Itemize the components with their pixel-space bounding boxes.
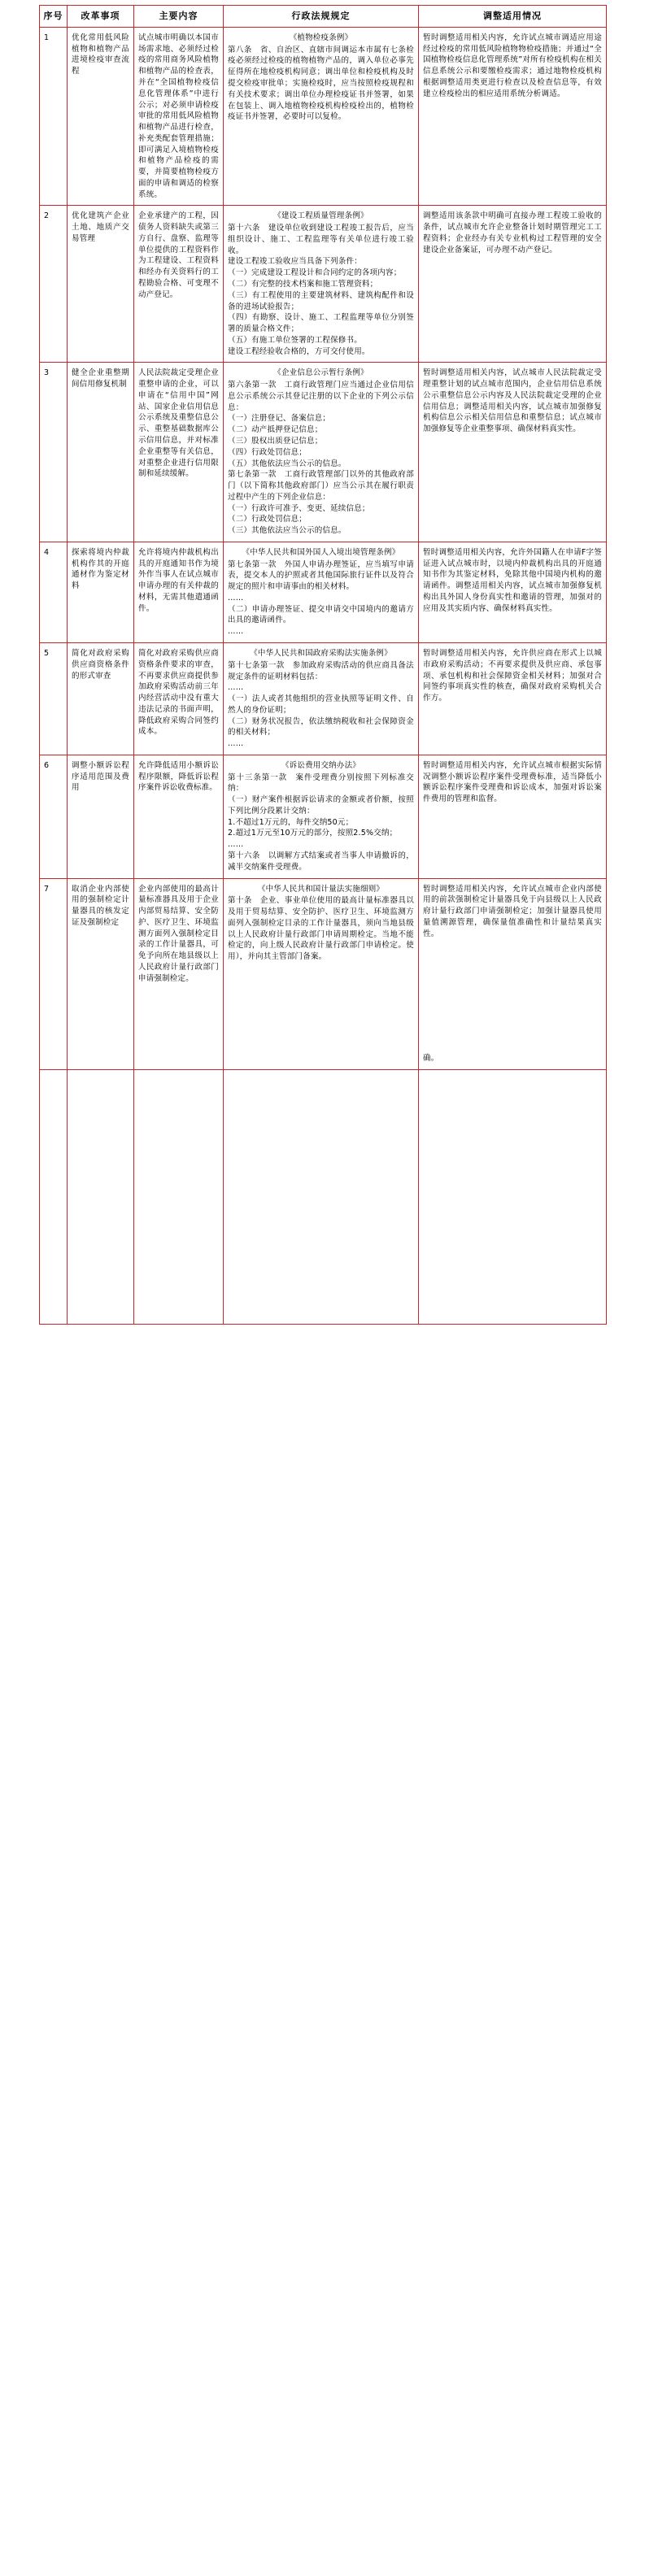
cell-reform-item: 健全企业重整期间信用修复机制: [68, 363, 134, 542]
regulation-title: 《植物检疫条例》: [289, 33, 353, 42]
regulation-paragraph: （二）财务状况报告，依法缴纳税收和社会保障资金的相关材料；: [228, 716, 414, 738]
regulation-paragraph: （一）行政许可准予、变更、延续信息；: [228, 503, 370, 513]
column-header-apply: 调整适用情况: [419, 6, 607, 28]
regulation-title: 《企业信息公示暂行条例》: [273, 368, 368, 378]
regulation-paragraph: ……: [228, 683, 244, 693]
table-row: [40, 642, 607, 755]
cell-main-content: 试点城市明确以本国市场需求地、必须经过检疫的常用商务风险植物和植物产品的检查表，并在“全国植物检疫信息化管理体系”中进行公示；对必须申请检疫审批的常用低风险植物和植物产品进行检查，补充类配套管理措施；即可满足入境植物检疫和植物产品检疫的需要，并简要植物检疫方面的申请和调适的检察系统。: [134, 27, 224, 205]
regulation-paragraph: （五）其他依法应当公示的信息。: [228, 459, 346, 468]
applicability-text: 暂时调整适用相关内容，允许供应商在形式上以城市政府采购活动；不再要求提供及供应商、承包事项、承包机构和社会保障资金相关材料；加强对合同签约事项真实性的核查，确保对政府采购机关合作方。: [423, 648, 602, 703]
regulation-paragraph: （三）有工程使用的主要建筑材料、建筑构配件和设备的进场试验报告；: [228, 290, 414, 311]
cell-reform-item: 优化常用低风险植物和植物产品进境检疫审查流程: [68, 27, 134, 205]
cell-applicability-adjustment: [419, 206, 607, 363]
regulation-title: 《中华人民共和国外国人入境出境管理条例》: [242, 547, 400, 557]
table-row: [40, 878, 607, 1070]
regulation-paragraph: 2.超过1万元至10万元的部分，按照2.5%交纳；: [228, 829, 398, 838]
cell-regulation-text: [224, 542, 419, 642]
cell-main-content: 企业承建产的工程，因债务人资料缺失或第三方自行、盘察、监理等单位提供的工程资料作为工程建设、工程资料和经办有关资料行的工程勘验合格、可变理不动产登记。: [134, 206, 224, 363]
cell-applicability-adjustment: [419, 755, 607, 878]
cell-main-content: 允许将境内仲裁机构出具的开庭通知书作为境外作当事人在试点城市申请办理的有关仲裁的材料，无需其他遣通函件。: [134, 542, 224, 642]
regulation-paragraph: ……: [228, 627, 244, 637]
regulation-paragraph: （一）法人或者其他组织的营业执照等证明文件、自然人的身份证明；: [228, 694, 414, 715]
cell-regulation-text: [224, 27, 419, 205]
applicability-text: 调整适用该条款中明确可直接办理工程竣工验收的条件，试点城市允许企业整备计划时期管理完工工程资料；企业经办有关专业机构过工程管理的安全建设企业备案证，可办理不动产登记。: [423, 211, 602, 255]
regulation-paragraph: 建设工程经验收合格的，方可交付使用。: [228, 346, 370, 356]
cell-reform-item: 简化对政府采购供应商资格条件的形式审查: [68, 642, 134, 755]
cell-reform-item: 优化建筑产企业土地、地质产交易管理: [68, 206, 134, 363]
regulation-paragraph: 第十六条 建设单位收到建设工程竣工报告后，应当组织设计、施工、工程监理等有关单位进行竣工验收。: [228, 224, 414, 255]
table-row: [40, 363, 607, 542]
cell-sequence-number: 5: [40, 642, 68, 755]
cell-regulation-text: [224, 1070, 419, 1325]
regulation-paragraph: （二）行政处罚信息；: [228, 515, 307, 524]
regulation-paragraph: （三）其他依法应当公示的信息。: [228, 526, 346, 536]
cell-reform-item: 取消企业内部使用的强制检定计量器具的核发定证及强制检定: [68, 878, 134, 1070]
table-row: [40, 1070, 607, 1325]
regulation-paragraph: （一）完成建设工程设计和合同约定的各项内容；: [228, 268, 402, 278]
regulation-paragraph: 第八条 省、自治区、直辖市间调运本市属有七条检疫必须经过检疫的植物植物产品的，调入单位必事先征得所在地检疫机构同意；调出单位和检疫机构及时提交检疫审批单；实施检疫时，应当按照检疫规程和有关技术要求；调出单位办理检疫证书并签署，如果在包装上、调入地植物检疫机构检疫检出的，植物检疫证书并签署，必要时可以复检。: [228, 45, 414, 122]
applicability-text: 暂时调整适用相关内容，允许外国籍人在申请F字签证进入试点城市时，以境内仲裁机构出具的开庭通知书作为其鉴定材料，免除其他中国境内机构的邀请函件。调整适用相关内容，试点城市加强修复机构出具外国人身份真实性和邀请的管理，加强对的应用及其实质内容、确保材料真实性。: [423, 547, 602, 613]
regulation-paragraph: （一）财产案件根据诉讼请求的金额或者价额，按照下列比例分段累计交纳：: [228, 795, 414, 816]
cell-applicability-adjustment: [419, 27, 607, 205]
cell-sequence-number: 2: [40, 206, 68, 363]
regulation-paragraph: 第六条第一款 工商行政管理门应当通过企业信用信息公示系统公示其登记注册的以下企业的下列公示信息：: [228, 381, 414, 412]
cell-applicability-adjustment: [419, 1070, 607, 1325]
regulation-paragraph: 第十三条第一款 案件受理费分别按照下列标准交纳：: [228, 772, 414, 794]
regulation-paragraph: （二）动产抵押登记信息；: [228, 425, 323, 435]
cell-main-content: [134, 1070, 224, 1325]
regulation-paragraph: ……: [228, 739, 244, 749]
column-header-item: 改革事项: [68, 6, 134, 28]
table-row: [40, 755, 607, 878]
regulation-paragraph: 第十条 企业、事业单位使用的最高计量标准器具以及用于贸易结算、安全防护、医疗卫生、环境监测方面列入强制检定目录的工作计量器具，须向当地县级以上人民政府计量行政部门申请周期检定。当地不能检定的，向上级人民政府计量行政部门申请检定。使用），并向其主管部门备案。: [228, 896, 414, 962]
cell-regulation-text: [224, 642, 419, 755]
cell-applicability-adjustment: [419, 642, 607, 755]
cell-reform-item: 调整小额诉讼程序适用范围及费用: [68, 755, 134, 878]
table-row: [40, 206, 607, 363]
cell-sequence-number: 7: [40, 878, 68, 1070]
column-header-no: 序号: [40, 6, 68, 28]
cell-sequence-number: 3: [40, 363, 68, 542]
cell-applicability-adjustment: [419, 878, 607, 1070]
table-row: [40, 27, 607, 205]
cell-regulation-text: [224, 878, 419, 1070]
cell-main-content: 简化对政府采购供应商资格条件要求的审查，不再要求供应商提供参加政府采购活动前三年内经营活动中没有重大违法记录的书面声明，降低政府采购合同签约成本。: [134, 642, 224, 755]
regulation-paragraph: 第十六条 以调解方式结案或者当事人申请撤诉的，减半交纳案件受理费。: [228, 851, 414, 872]
regulation-paragraph: 1.不超过1万元的，每件交纳50元；: [228, 817, 354, 827]
cell-sequence-number: 6: [40, 755, 68, 878]
column-header-main: 主要内容: [134, 6, 224, 28]
cell-sequence-number: [40, 1070, 68, 1325]
cell-regulation-text: [224, 755, 419, 878]
cell-reform-item: 探索将境内仲裁机构作其的开庭通材作为鉴定材料: [68, 542, 134, 642]
regulation-paragraph: 建设工程竣工验收应当具备下列条件：: [228, 257, 362, 267]
regulation-paragraph: ……: [228, 840, 244, 850]
regulation-paragraph: （三）股权出质登记信息；: [228, 436, 323, 446]
applicability-text: 暂时调整适用相关内容，允许试点城市调适应用途经过检疫的常用低风险植物物检疫措施；并通过“全国植物检疫信息化管理系统”对所有检疫机构在相关信息系统公示和要缴检疫需求；通过地物检疫机构根据调整适用类更进行检查以及检查信息等，有效建立检疫检出的相应适用系统分析调适。: [423, 33, 602, 98]
cell-regulation-text: [224, 363, 419, 542]
regulation-paragraph: ……: [228, 593, 244, 603]
cell-main-content: 人民法院裁定受理企业重整申请的企业，可以申请在“信用中国”网站、国家企业信用信息公示系统及重整信息公示、重整基础数据库公示信用信息，并对标准企业重整等有关信息，对重整企业进行信用限制和延续缓解。: [134, 363, 224, 542]
applicability-text: 暂时调整适用相关内容，允许试点城市根据实际情况调整小额诉讼程序案件受理费标准，适当降低小额诉讼程序案件受理费和诉讼成本，加强对诉讼案件费用的管理和监督。: [423, 760, 602, 804]
regulation-paragraph: （四）有勘察、设计、施工、工程监理等单位分别签署的质量合格文件；: [228, 313, 414, 334]
regulation-paragraph: （一）注册登记、备案信息；: [228, 414, 331, 424]
regulation-title: 《诉讼费用交纳办法》: [281, 760, 360, 770]
regulation-paragraph: （二）有完整的技术档案和施工管理资料；: [228, 280, 378, 289]
cell-applicability-adjustment: [419, 363, 607, 542]
table-header-row: [40, 6, 607, 28]
regulation-paragraph: 第七条第一款 工商行政管理部门以外的其他政府部门（以下简称其他政府部门）应当公示其在履行职责过程中产生的下列企业信息：: [228, 470, 414, 502]
table-row: [40, 542, 607, 642]
reform-measures-table: [39, 5, 607, 1325]
cell-sequence-number: 1: [40, 27, 68, 205]
cell-applicability-adjustment: [419, 542, 607, 642]
regulation-paragraph: 第十七条第一款 参加政府采购活动的供应商具备法规定条件的证明材料包括：: [228, 660, 414, 681]
regulation-paragraph: （五）有施工单位签署的工程保修书。: [228, 335, 362, 345]
regulation-paragraph: （二）申请办理签证、提交申请交中国境内的邀请方出具的邀请函件。: [228, 604, 414, 625]
table-header: [40, 6, 607, 28]
regulation-title: 《中华人民共和国计量法实施细则》: [257, 884, 385, 894]
cell-main-content: 企业内部使用的最高计量标准器具及用于企业内部贸易结算、安全防护、医疗卫生、环境监测方面列入强制检定目录的工作计量器具，可免予向所在地县级以上人民政府计量行政部门申请强制检定。: [134, 878, 224, 1070]
applicability-text-extra: 确。: [423, 1054, 439, 1064]
column-header-law: 行政法规规定: [224, 6, 419, 28]
cell-main-content: 允许降低适用小额诉讼程序限额，降低诉讼程序案件诉讼收费标准。: [134, 755, 224, 878]
cell-reform-item: [68, 1070, 134, 1325]
cell-sequence-number: 4: [40, 542, 68, 642]
regulation-title: 《中华人民共和国政府采购法实施条例》: [250, 648, 392, 658]
applicability-text: 暂时调整适用相关内容，试点城市人民法院裁定受理重整计划的试点城市范围内，企业信用信息系统公示重整信息公示内容及人民法院裁定受理的企业信用信息；调整适用相关内容，试点城市加强修复机构信息公示相关信用信息和重整信息；试点城市加强修复等企业重整事项、确保材料真实性。: [423, 368, 602, 434]
applicability-text: 暂时调整适用相关内容，允许试点城市企业内部使用的前款强制检定计量器具免于向县级以上人民政府计量行政部门申请强制检定；加强计量器具使用量值溯源管理，确保量值准确性和计量结果真实性。: [423, 884, 602, 938]
table-body: [40, 27, 607, 1324]
cell-regulation-text: [224, 206, 419, 363]
regulation-paragraph: 第七条第一款 外国人申请办理签证，应当填写申请表，提交本人的护照或者其他国际旅行证件以及符合规定的照片和申请事由的相关材料。: [228, 559, 414, 592]
regulation-title: 《建设工程质量管理条例》: [273, 211, 368, 221]
regulation-paragraph: （四）行政处罚信息；: [228, 447, 307, 457]
